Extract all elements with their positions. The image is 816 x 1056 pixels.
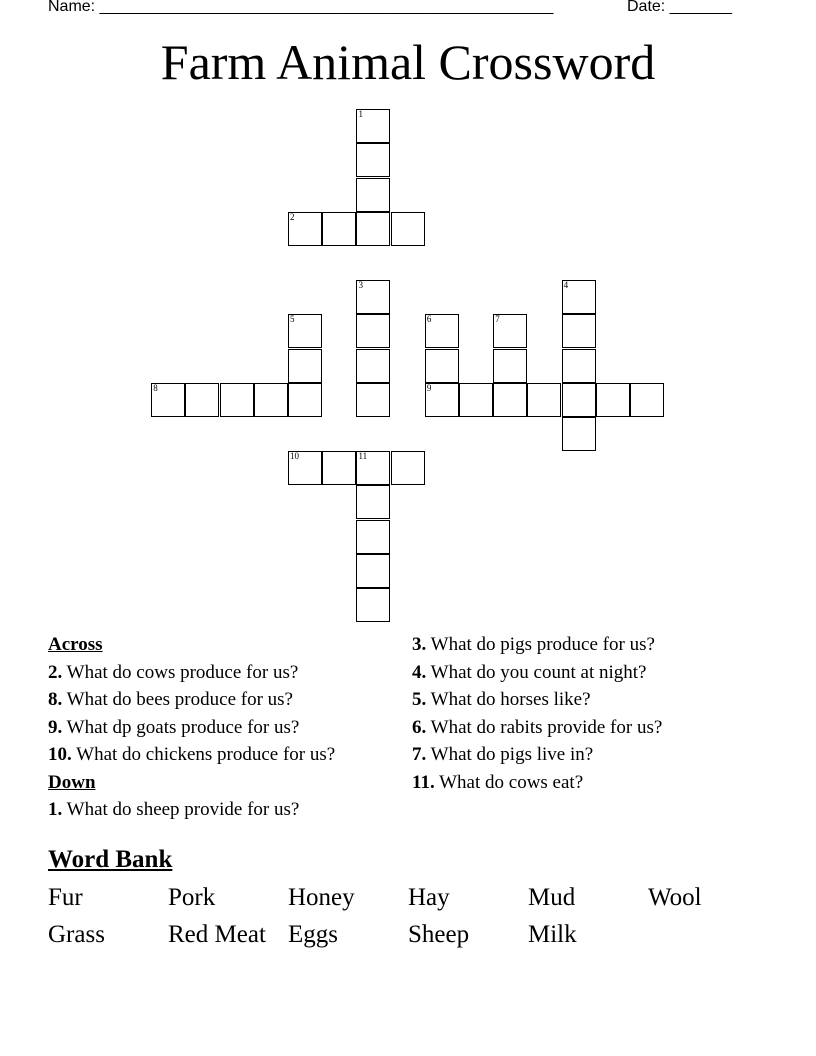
crossword-cell[interactable] [356,349,390,383]
word-bank-item: Grass [48,921,105,948]
crossword-cell[interactable] [356,451,390,485]
clue-down-5: 5. What do horses like? [412,689,591,710]
crossword-cell[interactable] [425,314,459,348]
crossword-cell[interactable] [151,383,185,417]
crossword-cell[interactable] [493,383,527,417]
clue-number: 11 [358,451,368,462]
crossword-cell[interactable] [322,451,356,485]
clue-number: 4 [563,280,569,291]
clue-down-7: 7. What do pigs live in? [412,744,594,765]
crossword-cell[interactable] [493,349,527,383]
across-heading: Across [48,634,103,655]
crossword-cell[interactable] [356,109,390,143]
crossword-cell[interactable] [288,314,322,348]
clue-number: 3 [358,280,363,291]
clue-number: 8 [153,382,158,393]
crossword-cell[interactable] [185,383,219,417]
crossword-cell[interactable] [596,383,630,417]
crossword-cell[interactable] [356,588,390,622]
crossword-cell[interactable] [459,383,493,417]
date-field[interactable]: Date: _______ [627,0,732,15]
clue-number: 5 [290,314,295,325]
crossword-cell[interactable] [630,383,664,417]
crossword-cell[interactable] [425,383,459,417]
clues-left-column [48,631,335,824]
crossword-cell[interactable] [527,383,561,417]
clue-down-3: 3. What do pigs produce for us? [412,634,655,655]
clues-right-column [412,631,662,796]
clue-number: 9 [426,382,432,393]
crossword-cell[interactable] [220,383,254,417]
crossword-cell[interactable] [562,383,596,417]
crossword-cell[interactable] [493,314,527,348]
crossword-cell[interactable] [562,417,596,451]
crossword-cell[interactable] [288,451,322,485]
crossword-cell[interactable] [356,143,390,177]
word-bank-item: Red Meat [168,921,266,948]
crossword-cell[interactable] [356,178,390,212]
crossword-cell[interactable] [391,212,425,246]
word-bank-item: Pork [168,884,216,911]
crossword-cell[interactable] [562,280,596,314]
clue-across-2: 2. What do cows produce for us? [48,661,299,683]
crossword-cell[interactable] [356,280,390,314]
clue-down-6: 6. What do rabits provide for us? [412,716,663,738]
crossword-cell[interactable] [288,212,322,246]
page-title: Farm Animal Crossword [160,34,656,90]
crossword-cell[interactable] [391,451,425,485]
down-heading: Down [48,771,96,793]
word-bank-item: Sheep [408,921,470,948]
crossword-cell[interactable] [562,349,596,383]
clue-number: 1 [358,109,363,120]
clue-across-8: 8. What do bees produce for us? [48,689,293,710]
clue-number: 6 [426,314,432,325]
crossword-cell[interactable] [288,349,322,383]
crossword-cell[interactable] [356,485,390,519]
clue-down-1: 1. What do sheep provide for us? [48,799,300,820]
word-bank-item: Eggs [288,921,338,948]
clue-number: 7 [495,314,500,325]
clue-number: 2 [290,211,295,222]
crossword-cell[interactable] [562,314,596,348]
crossword-cell[interactable] [356,554,390,588]
clue-across-9: 9. What dp goats produce for us? [48,716,300,738]
word-bank-heading: Word Bank [48,846,173,873]
word-bank-item: Hay [408,884,450,911]
word-bank-item: Honey [288,884,355,911]
name-field[interactable]: Name: ___________________________________________________ [48,0,554,15]
word-bank-item: Wool [648,884,702,911]
word-bank-item: Mud [528,884,576,911]
clue-number: 10 [290,451,300,462]
clue-down-11: 11. What do cows eat? [412,771,584,793]
word-bank-item: Milk [528,921,577,948]
crossword-cell[interactable] [254,383,288,417]
clue-across-10: 10. What do chickens produce for us? [48,744,336,765]
crossword-cell[interactable] [356,212,390,246]
crossword-cell[interactable] [356,314,390,348]
crossword-cell[interactable] [356,383,390,417]
crossword-cell[interactable] [322,212,356,246]
crossword-cell[interactable] [356,520,390,554]
word-bank-item: Fur [48,884,83,911]
clue-down-4: 4. What do you count at night? [412,661,647,683]
crossword-cell[interactable] [425,349,459,383]
crossword-cell[interactable] [288,383,322,417]
